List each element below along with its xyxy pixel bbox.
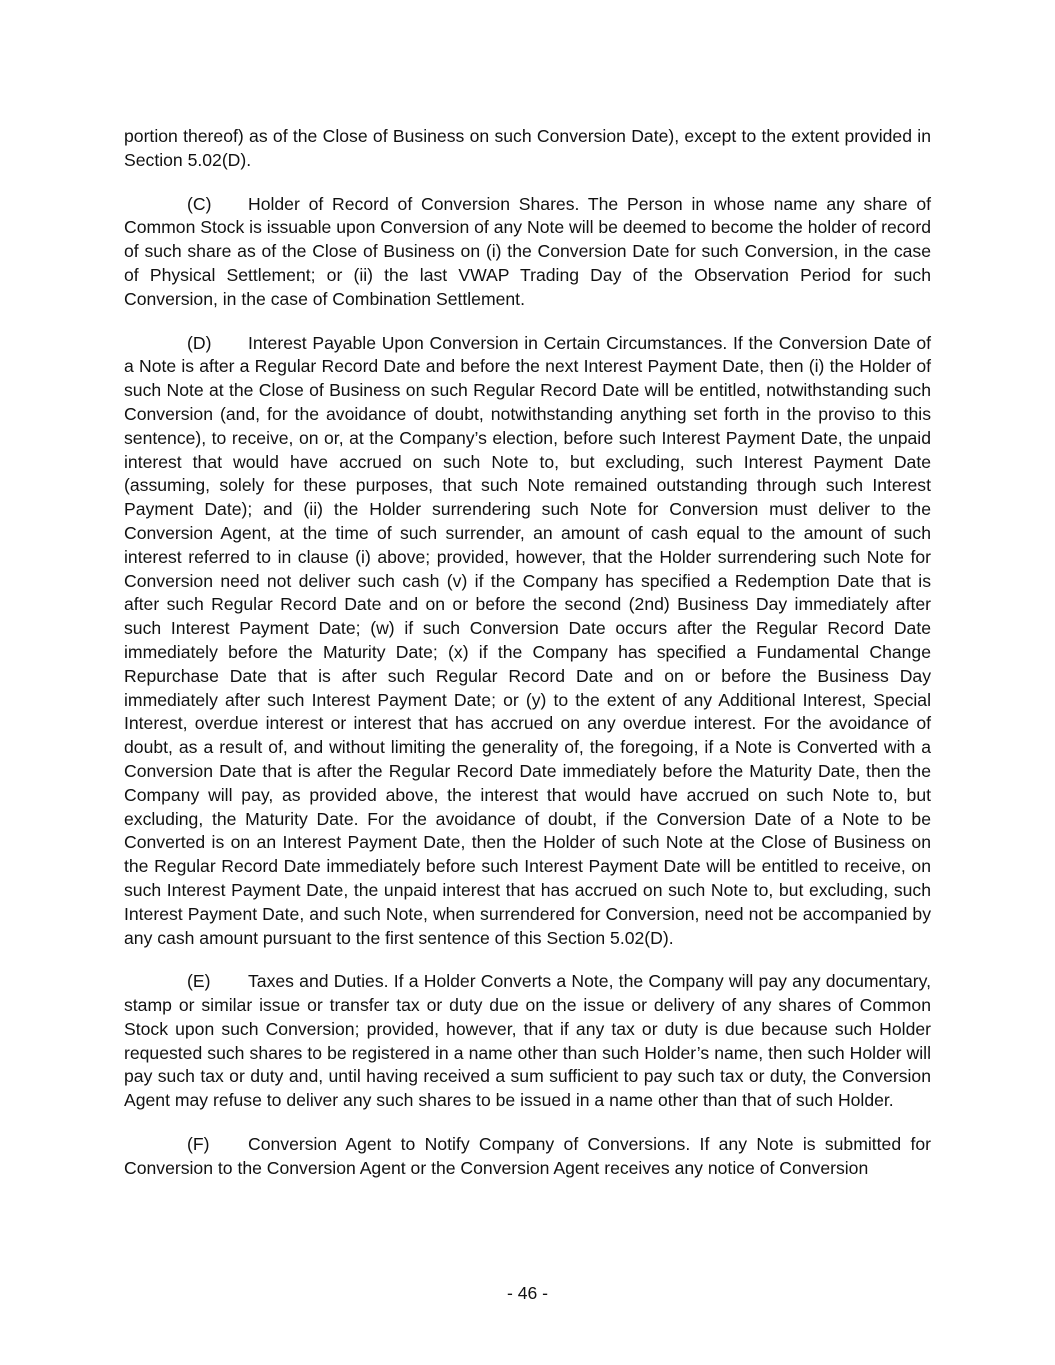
paragraph-label-e: (E) <box>187 971 211 992</box>
paragraph-continuation: portion thereof) as of the Close of Business on such Conversion Date), except to the extent provided in Section 5.02(D). <box>124 126 931 170</box>
paragraph-text-c: Holder of Record of Conversion Shares. The Person in whose name any share of Common Stock is issuable upon Conversion of any Note will be deemed to become the holder of record of such share as of the Close of Business on (i) the Conversion Date for such Conversion, in the case of Physical Settlement; or (ii) the last VWAP Trading Day of the Observation Period for such Conversion, in the case of Combination Settlement. <box>124 193 931 309</box>
paragraph-text-d: Interest Payable Upon Conversion in Certain Circumstances. If the Conversion Date of a Note is after a Regular Record Date and before the next Interest Payment Date, then (i) the Holder of such Note at the Close of Business on such Regular Record Date will be entitled, notwithstanding such Conversion (and, for the avoidance of doubt, notwithstanding anything set forth in the proviso to this sentence), to receive, on or, at the Company’s election, before such Interest Payment Date, the unpaid interest that would have accrued on such Note to, but excluding, such Interest Payment Date (assuming, solely for these purposes, that such Note remained outstanding through such Interest Payment Date); and (ii) the Holder surrendering such Note for Conversion must deliver to the Conversion Agent, at the time of such surrender, an amount of cash equal to the amount of such interest referred to in clause (i) above; provided, however, that the Holder surrendering such Note for Conversion need not deliver such cash (v) if the Company has specified a Redemption Date that is after such Regular Record Date and on or before the second (2nd) Business Day immediately after such Interest Payment Date; (w) if such Conversion Date occurs after the Regular Record Date immediately before the Maturity Date; (x) if the Company has specified a Fundamental Change Repurchase Date that is after such Regular Record Date and on or before the Business Day immediately after such Interest Payment Date; or (y) to the extent of any Additional Interest, Special Interest, overdue interest or interest that has accrued on any overdue interest. For the avoidance of doubt, as a result of, and without limiting the generality of, the foregoing, if a Note is Converted with a Conversion Date that is after the Regular Record Date immediately before the Maturity Date, then the Company will pay, as provided above, the interest that would have accrued on such Note to, but excluding, the Maturity Date. For the avoidance of doubt, if the Conversion Date of a Note to be Converted is on an Interest Payment Date, then the Holder of such Note at the Close of Business on the Regular Record Date immediately before such Interest Payment Date will be entitled to receive, on such Interest Payment Date, the unpaid interest that has accrued on such Note to, but excluding, such Interest Payment Date, and such Note, when surrendered for Conversion, need not be accompanied by any cash amount pursuant to the first sentence of this Section 5.02(D). <box>124 332 931 948</box>
paragraph-c <box>124 193 931 312</box>
paragraph-e <box>124 970 931 1113</box>
paragraph-label-c: (C) <box>187 193 212 214</box>
paragraph-d <box>124 332 931 951</box>
paragraph-text-e: Taxes and Duties. If a Holder Converts a Note, the Company will pay any documentary, stamp or similar issue or transfer tax or duty due on the issue or delivery of any shares of Common Stock upon such Conversion; provided, however, that if any tax or duty is due because such Holder requested such shares to be registered in a name other than such Holder’s name, then such Holder will pay such tax or duty and, until having received a sum sufficient to pay such tax or duty, the Conversion Agent may refuse to deliver any such shares to be issued in a name other than that of such Holder. <box>124 971 931 1111</box>
paragraph-label-d: (D) <box>187 332 212 353</box>
paragraph-f <box>124 1133 931 1181</box>
paragraph-text-f: Conversion Agent to Notify Company of Conversions. If any Note is submitted for Conversion to the Conversion Agent or the Conversion Agent receives any notice of Conversion <box>124 1134 931 1178</box>
document-body <box>124 125 931 1201</box>
page-number: - 46 - <box>506 1283 549 1303</box>
paragraph-label-f: (F) <box>187 1134 210 1155</box>
